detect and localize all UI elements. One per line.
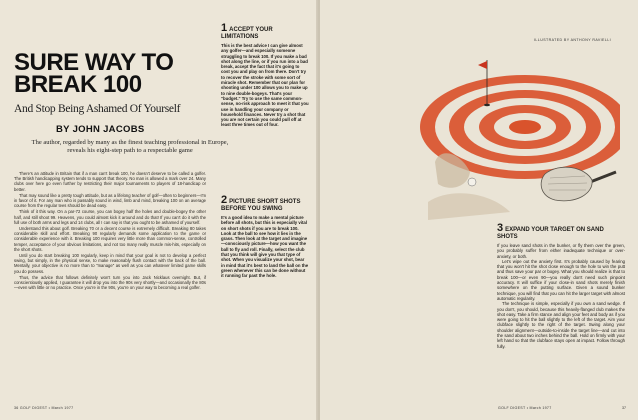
body-paragraph: There's an attitude in Britain that if a man can't break 100, he doesn't deserve to be called a golfer. The British handicapping system tends to support that theory. No man is allowed a mark over 24. Many clubs over here go even further by restricting their major tournaments to players of 18-handicap or better. <box>14 171 206 192</box>
target-illustration <box>380 52 620 222</box>
tip-3 <box>497 222 625 349</box>
tip-3-number: 3 <box>497 222 504 234</box>
tip-2-title: PICTURE SHORT SHOTS BEFORE YOU SWING <box>221 199 301 212</box>
subhead: And Stop Being Ashamed Of Yourself <box>14 103 181 115</box>
tip-2-number: 2 <box>221 194 228 206</box>
left-page <box>0 0 318 420</box>
body-paragraph: Understand this about golf. Breaking 70 or a decent course is extremely difficult. Breaking 80 takes considerable skill and effort. Breaking 90 regularly demands some application to the game or considerable experience with it. Breaking 100 requires very little more than common-sense, controlled temper, acceptance of your obvious limitations, and not too many really muscle mis-hits, especially on the short shots. <box>14 226 206 252</box>
tip-2-heading <box>221 194 309 213</box>
tip-2-text: It's a good idea to make a mental picture before all shots, but this is especially vital on short shots if you are to break 100. Look at the ball to see how it lies in the grass. Then look at the target and imagine—consciously picture—how you want the ball to fly and roll. Finally, select the club that you think will give you that type of shot. When you visualize your shot, bear in mind that it's best to land the ball on the green whenever this can be done without it running far past the hole. <box>221 215 309 279</box>
tip-1-text: This is the best advice I can give almost any golfer—and especially someone struggling to break 100. If you make a bad shot along the line, or if you run into a bad break, accept the fact that it's going to cost you and play on from there. Don't try to recover the stroke with some sort of miracle shot. Remember that our plan for shooting under 100 allows you to make up to nine double-bogeys. That's your "budget." Try to use the same common-sense, no-risk approach to meet it that you use in handling your company or household finances. Never try a shot that you are not certain you could pull off at least three times out of four. <box>221 43 309 128</box>
headline-line-2: BREAK 100 <box>14 71 142 98</box>
headline <box>14 49 204 98</box>
tip-3-paragraph: The technique is simple, especially if you own a sand wedge. If you don't, you should, because this heavily-flanged club makes the shot easy. Take a firm stance and align your feet and body as if you were going to hit the ball slightly to the left of the target. Aim your clubface slightly to the right of the target. Swing along your shoulder alignment—outside-to-inside the target line—and cut into the sand about two inches behind the ball. Hold on firmly with your left hand so that the clubface stays open at impact. Follow through fully. <box>497 301 625 349</box>
tip-3-paragraph: Let's wipe out the anxiety first. It's probably caused by fearing that you won't hit the shot close enough to the hole to win the putt and thus save your par or bogey. What you should realize is that to break 100—or even 90—you really don't need such pinpoint accuracy. It will suffice if your close-in sand shots merely finish somewhere on the putting surface. Given a sound bunker technique, you will find that you can hit the larger target with almost automatic regularity. <box>497 258 625 301</box>
tip-1-heading <box>221 22 309 41</box>
illustration-credit: ILLUSTRATED BY ANTHONY RAVIELLI <box>534 38 612 42</box>
article-body <box>14 171 206 291</box>
body-paragraph: That may sound like a pretty tough attitude, but as a lifelong teacher of golf—often to beginners—I'm in favor of it. For any man who is passably sound in wind, limb and mind, breaking 100 on an average course from the regular tees should be dead easy. <box>14 192 206 209</box>
tip-1-title: ACCEPT YOUR LIMITATIONS <box>221 27 273 40</box>
tip-3-heading <box>497 222 625 241</box>
body-paragraph: Until you do start breaking 100 regularly, keep in mind that your goal is not to develop a perfect swing, but simply, in the physical sense, to make reasonably flush contact with the back of the ball. Mentally, your objective is no more than to "manage" as well as you can whatever limited game skills you do possess. <box>14 253 206 274</box>
folio-right: GOLF DIGEST • March 1977 <box>498 406 552 410</box>
tip-3-title: EXPAND YOUR TARGET ON SAND SHOTS <box>497 227 604 240</box>
golf-ball-icon <box>468 178 476 186</box>
sand-wedge-club-icon <box>541 167 616 201</box>
tip-3-paragraph: If you leave sand shots in the bunker, or fly them over the green, you probably suffer from either inadequate technique or over-anxiety, or both. <box>497 243 625 259</box>
folio-left: 36 GOLF DIGEST • March 1977 <box>14 406 74 410</box>
tip-1-number: 1 <box>221 22 228 34</box>
body-paragraph: Think of it this way. On a par-72 course, you can bogey half the holes and double-bogey the other half, and still shoot 99. Heavens, you could almost kick it around and do that! If you can't do it with the full use of both arms and legs and 14 clubs, all I can say is that you ought to be ashamed of yourself. <box>14 209 206 225</box>
tip-2 <box>221 194 309 279</box>
headline-line-1: SURE WAY TO <box>14 49 174 76</box>
byline: BY JOHN JACOBS <box>56 124 145 135</box>
intro-deck: The author, regarded by many as the finest teaching professional in Europe, reveals his eight-step path to a respectable game <box>31 139 229 154</box>
page-number-right: 37 <box>622 406 626 410</box>
tip-1 <box>221 22 309 128</box>
body-paragraph: Thus, the advice that follows definitely won't turn you into Jack Nicklaus overnight. But, if conscientiously applied, I guarantee it will drop you into the 90s very shortly—and occasionally the 80s—even with little or no practice. Once you're in the 90s, you're on your way to becoming a real golfer. <box>14 274 206 291</box>
